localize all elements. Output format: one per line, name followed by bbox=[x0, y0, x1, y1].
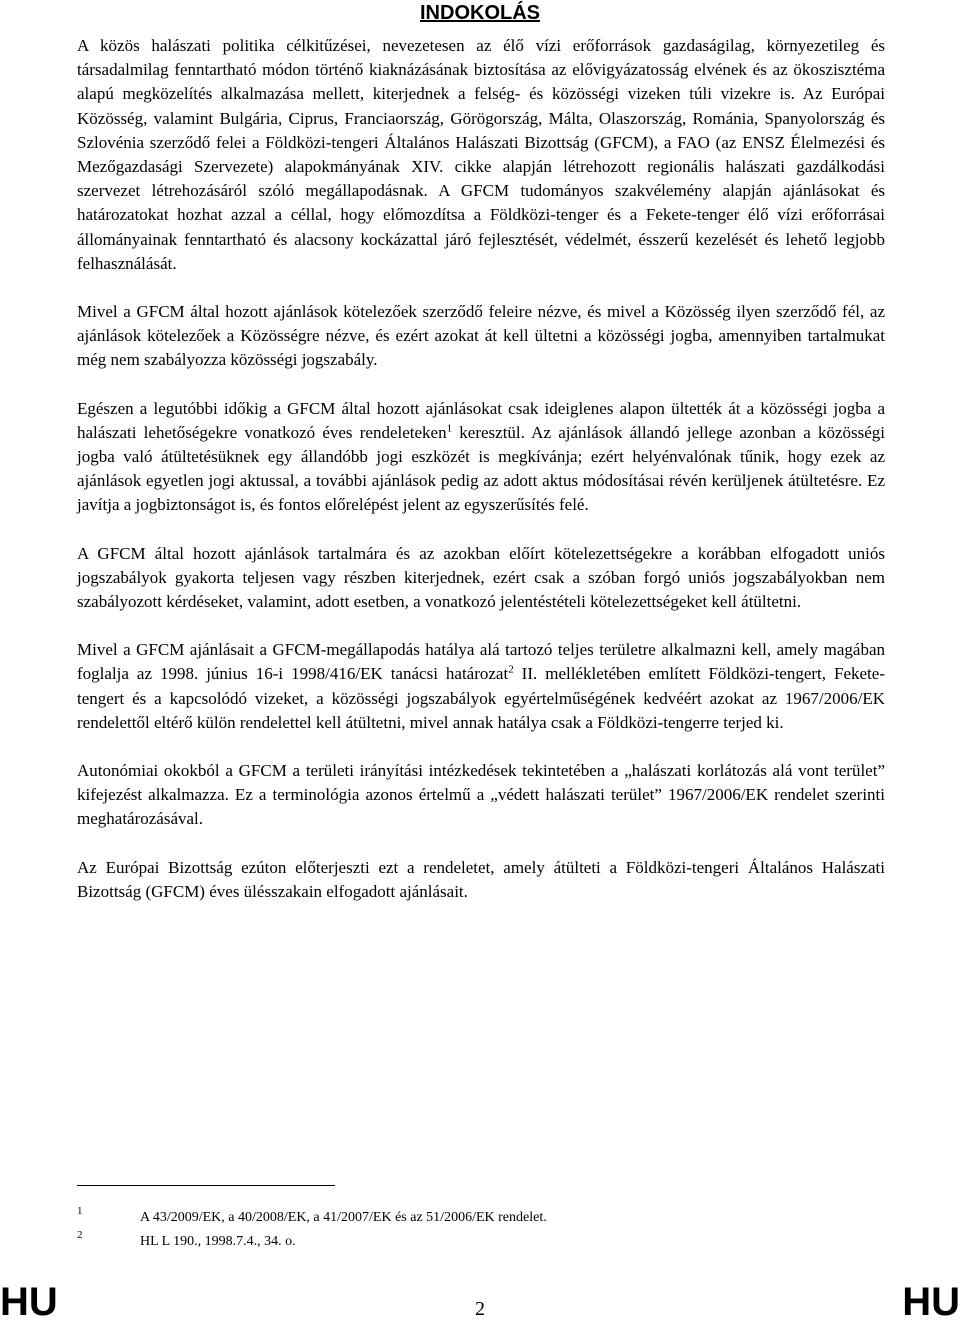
footnote-2-number: 2 bbox=[77, 1229, 83, 1241]
footnote-1-text: A 43/2009/EK, a 40/2008/EK, a 41/2007/EK és az 51/2006/EK rendelet. bbox=[140, 1210, 547, 1225]
document-body bbox=[77, 34, 885, 928]
footnote-ref-1[interactable]: 1 bbox=[446, 422, 453, 435]
paragraph-2: Mivel a GFCM által hozott ajánlások kötelezőek szerződő feleire nézve, és mivel a Közösség ilyen szerződő fél, az ajánlások kötelezőek a Közösségre nézve, és ezért azokat át kell ültetni a közösségi jogba, amennyiben tartalmukat még nem szabályozza közösségi jogszabály. bbox=[77, 302, 885, 370]
paragraph-5-text-b: II. mellékletében említett Földközi-tengert, Fekete-tengert és a kapcsolódó vizeket, a közösségi jogszabályok egyértelműségének kedvéért azokat az 1967/2006/EK rendelettől eltérő külön rendelettel kell átültetni, mivel annak hatálya csak a Földközi-tengerre terjed ki. bbox=[77, 664, 885, 732]
footnote-2 bbox=[77, 1229, 877, 1253]
paragraph-4: A GFCM által hozott ajánlások tartalmára és az azokban előírt kötelezettségekre a korábban elfogadott uniós jogszabályok gyakorta teljesen vagy részben kiterjednek, ezért csak a szóban forgó uniós jogszabályokban nem szabályozott kérdéseket, valamint, adott esetben, a vonatkozó jelentéstételi kötelezettségeket kell átültetni. bbox=[77, 543, 885, 612]
paragraph-7: Az Európai Bizottság ezúton előterjeszti ezt a rendeletet, amely átülteti a Földközi-tengeri Általános Halászati Bizottság (GFCM) éves ülésszakain elfogadott ajánlásait. bbox=[77, 857, 885, 901]
document-title: INDOKOLÁS bbox=[420, 2, 540, 24]
page-number: 2 bbox=[475, 1298, 485, 1320]
paragraph-1: A közös halászati politika célkitűzései, nevezetesen az élő vízi erőforrások gazdaságilag, környezetileg és társadalmilag fenntartható módon történő kiaknázásának biztosítása az elővigyázatosság elvének és az ökoszisztéma alapú megközelítés alkalmazása mellett, kiterjednek a felség- és közösségi vizeken túli vizekre is. Az Európai Közösség, valamint Bulgária, Ciprus, Franciaország, Görögország, Málta, Olaszország, Románia, Spanyolország és Szlovénia szerződő felei a Földközi-tengeri Általános Halászati Bizottság (GFCM), a FAO (az ENSZ Élelmezési és Mezőgazdasági Szervezete) alapokmányának XIV. cikke alapján létrehozott regionális halászati gazdálkodási szervezet létrehozásáról szóló megállapodásnak. A GFCM tudományos szakvélemény alapján ajánlásokat és határozatokat hozhat azzal a céllal, hogy előmozdítsa a Földközi-tenger és a Fekete-tenger élő vízi erőforrásai állományainak fenntartható és alacsony kockázattal járó fejlesztését, védelmét, ésszerű kezelését és lehető legjobb felhasználását. bbox=[77, 36, 885, 273]
footnotes bbox=[77, 1205, 877, 1253]
paragraph-6: Autonómiai okokból a GFCM a területi irányítási intézkedések tekintetében a „halászati korlátozás alá vont terület” kifejezést alkalmazza. Ez a terminológia azonos értelmű a „védett halászati terület” 1967/2006/EK rendelet szerinti meghatározásával. bbox=[77, 761, 885, 829]
footnote-1 bbox=[77, 1205, 877, 1229]
footer-language-right: HU bbox=[902, 1280, 960, 1324]
footnote-ref-2[interactable]: 2 bbox=[508, 663, 514, 676]
paragraph-3 bbox=[77, 397, 885, 518]
paragraph-5 bbox=[77, 638, 885, 735]
footnote-1-number: 1 bbox=[77, 1205, 83, 1217]
footer-language-left: HU bbox=[0, 1280, 58, 1324]
paragraph-3-text-b: keresztül. Az ajánlások állandó jellege azonban a közösségi jogba való átültetésüknek egy állandóbb jogi eszközét is megkívánja; ezért helyénvalónak tűnik, hogy ezek az ajánlások egyetlen jogi aktussal, a további ajánlások pedig az adott aktus módosításai révén kerüljenek átültetésre. Ez javítja a jogbiztonságot is, és fontos előrelépést jelent az egyszerűsítés felé. bbox=[77, 422, 885, 515]
footnote-2-text: HL L 190., 1998.7.4., 34. o. bbox=[140, 1234, 296, 1249]
footnote-divider bbox=[77, 1185, 335, 1186]
paragraph-5-text-a: Mivel a GFCM ajánlásait a GFCM-megállapodás hatálya alá tartozó teljes területre alkalmazni kell, amely magában foglalja az 1998. június 16-i 1998/416/EK tanácsi határozat bbox=[77, 640, 885, 684]
paragraph-3-text-a: Egészen a legutóbbi időkig a GFCM által hozott ajánlásokat csak ideiglenes alapon ültették át a közösségi jogba a halászati lehetőségekre vonatkozó éves rendeleteken bbox=[77, 398, 885, 442]
